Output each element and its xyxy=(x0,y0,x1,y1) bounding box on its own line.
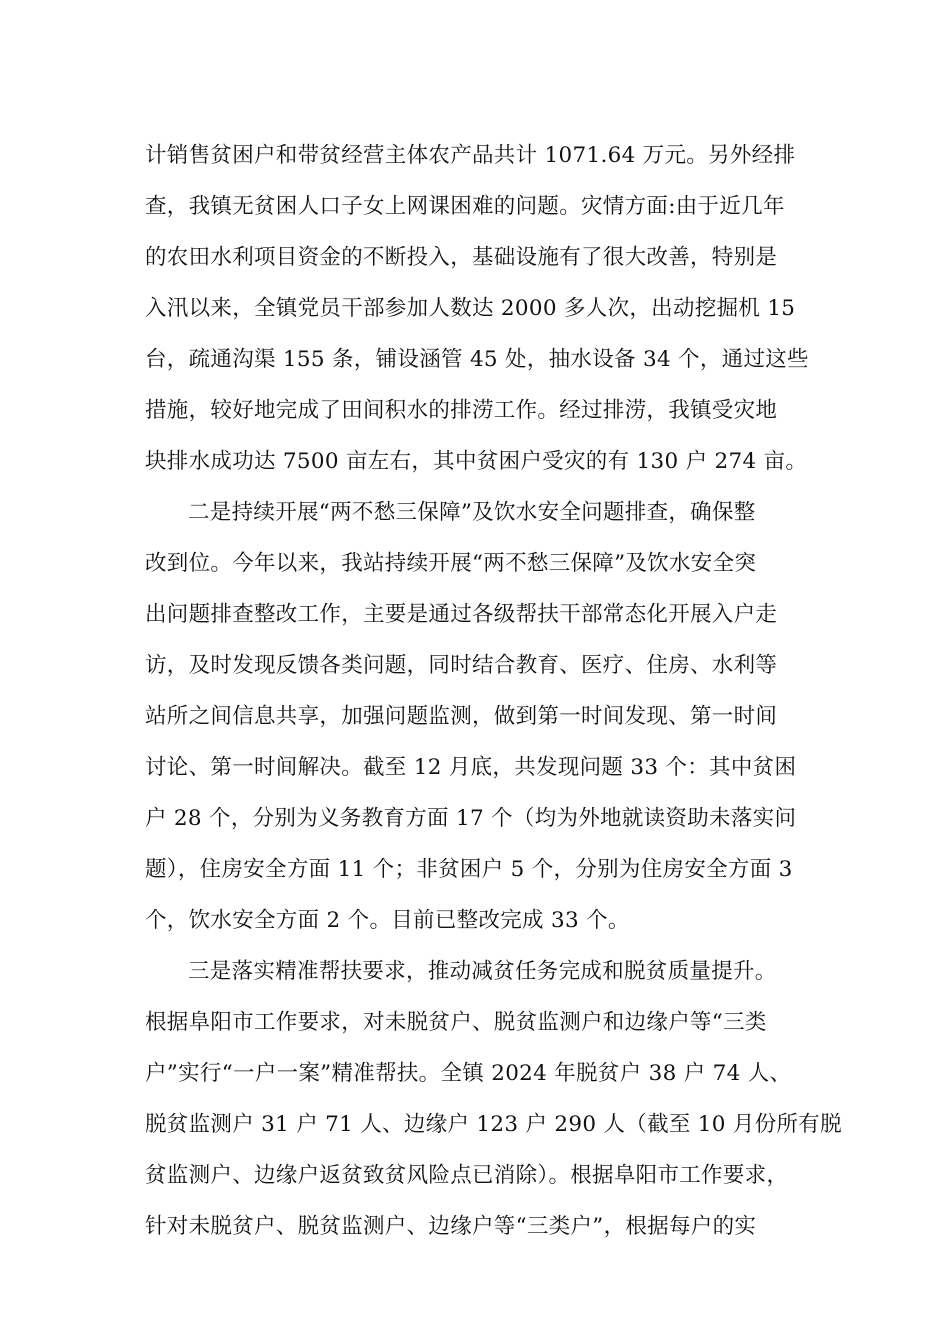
text-line: 访，及时发现反馈各类问题，同时结合教育、医疗、住房、水利等 xyxy=(145,653,778,678)
text-line: 户”实行“一户一案”精准帮扶。全镇 2024 年脱贫户 38 户 74 人、 xyxy=(145,1061,792,1086)
document-body xyxy=(145,130,842,1252)
text-line: 计销售贫困户和带贫经营主体农产品共计 1071.64 万元。另外经排 xyxy=(145,143,796,168)
text-line: 个，饮水安全方面 2 个。目前已整改完成 33 个。 xyxy=(145,908,630,933)
paragraph-2 xyxy=(145,487,810,946)
text-line: 讨论、第一时间解决。截至 12 月底，共发现问题 33 个：其中贫困 xyxy=(145,755,797,780)
text-line: 出问题排查整改工作，主要是通过各级帮扶干部常态化开展入户走 xyxy=(145,602,778,627)
text-line: 站所之间信息共享，加强问题监测，做到第一时间发现、第一时间 xyxy=(145,704,778,729)
text-line: 脱贫监测户 31 户 71 人、边缘户 123 户 290 人（截至 10 月份所有脱 xyxy=(145,1112,842,1137)
text-line: 台，疏通沟渠 155 条，铺设涵管 45 处，抽水设备 34 个，通过这些 xyxy=(145,347,809,372)
text-line: 户 28 个，分别为义务教育方面 17 个（均为外地就读资助未落实问 xyxy=(145,806,797,831)
text-line: 二是持续开展“两不愁三保障”及饮水安全问题排查，确保整 xyxy=(188,500,756,525)
text-line: 题），住房安全方面 11 个；非贫困户 5 个，分别为住房安全方面 3 xyxy=(145,857,793,882)
text-line: 根据阜阳市工作要求，对未脱贫户、脱贫监测户和边缘户等“三类 xyxy=(145,1010,767,1035)
text-line: 针对未脱贫户、脱贫监测户、边缘户等“三类户”，根据每户的实 xyxy=(145,1214,757,1239)
text-line: 入汛以来，全镇党员干部参加人数达 2000 多人次，出动挖掘机 15 xyxy=(145,296,796,321)
paragraph-1 xyxy=(145,130,810,487)
text-line: 措施，较好地完成了田间积水的排涝工作。经过排涝，我镇受灾地 xyxy=(145,398,778,423)
text-line: 的农田水利项目资金的不断投入，基础设施有了很大改善，特别是 xyxy=(145,245,778,270)
text-line: 块排水成功达 7500 亩左右，其中贫困户受灾的有 130 户 274 亩。 xyxy=(145,449,808,474)
text-line: 三是落实精准帮扶要求，推动减贫任务完成和脱贫质量提升。 xyxy=(188,959,777,984)
paragraph-3 xyxy=(145,946,842,1252)
text-line: 查，我镇无贫困人口子女上网课困难的问题。灾情方面:由于近几年 xyxy=(145,194,785,219)
text-line: 改到位。今年以来，我站持续开展“两不愁三保障”及饮水安全突 xyxy=(145,551,757,576)
text-line: 贫监测户、边缘户返贫致贫风险点已消除）。根据阜阳市工作要求， xyxy=(145,1163,789,1188)
